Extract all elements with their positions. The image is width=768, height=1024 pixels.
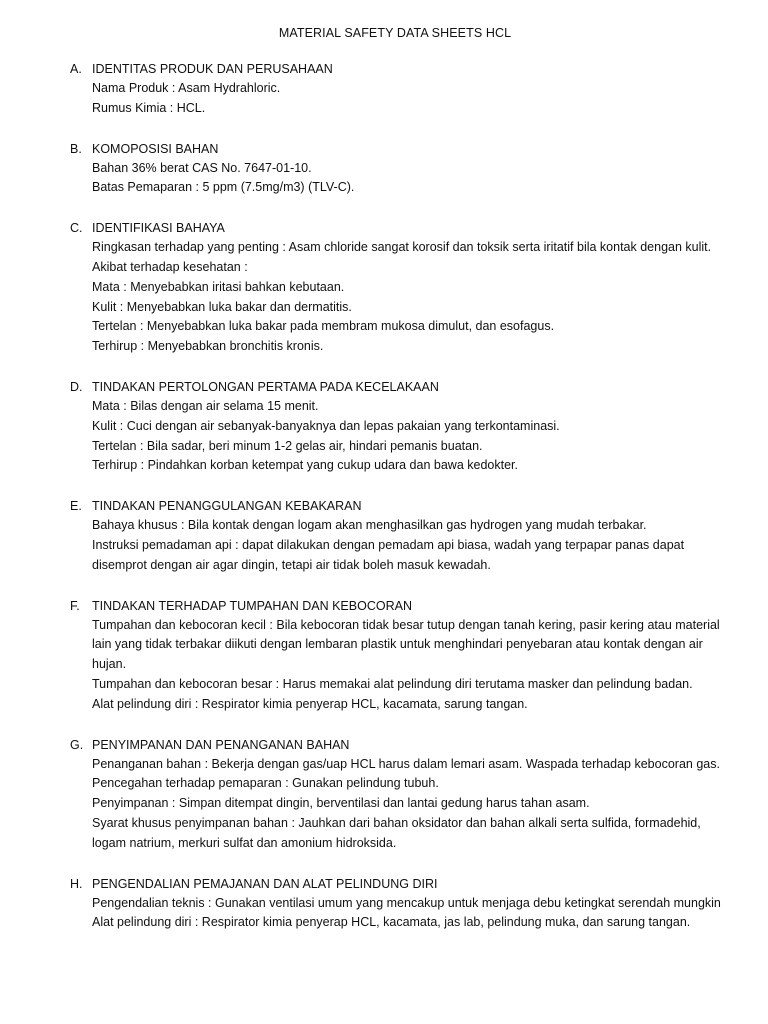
section-line: Ringkasan terhadap yang penting : Asam chloride sangat korosif dan toksik serta iritatif bila kontak dengan kulit.: [92, 240, 712, 255]
section-line: Tumpahan dan kebocoran kecil : Bila kebocoran tidak besar tutup dengan tanah kering, pasir kering atau material: [92, 617, 720, 632]
section-line: Mata : Menyebabkan iritasi bahkan kebutaan.: [92, 279, 345, 294]
section-e-kebakaran: [0, 496, 768, 575]
section-h-pengendalian: [0, 874, 768, 934]
section-line: Akibat terhadap kesehatan :: [92, 259, 248, 274]
section-line: Pencegahan terhadap pemaparan : Gunakan pelindung tubuh.: [92, 776, 439, 791]
section-line: Syarat khusus penyimpanan bahan : Jauhkan dari bahan oksidator dan bahan alkali serta sulfida, formadehid,: [92, 815, 701, 830]
section-line: Alat pelindung diri : Respirator kimia penyerap HCL, kacamata, jas lab, pelindung muka, dan sarung tangan.: [92, 915, 691, 930]
section-line: Tumpahan dan kebocoran besar : Harus memakai alat pelindung diri terutama masker dan pelindung badan.: [92, 676, 693, 691]
section-line: Kulit : Menyebabkan luka bakar dan dermatitis.: [92, 299, 352, 314]
section-letter: D.: [70, 379, 83, 394]
section-heading: IDENTITAS PRODUK DAN PERUSAHAAN: [92, 62, 333, 76]
document-title: MATERIAL SAFETY DATA SHEETS HCL: [278, 26, 512, 40]
section-g-penyimpanan: [0, 735, 768, 854]
section-line: logam natrium, merkuri sulfat dan amonium hidroksida.: [92, 835, 397, 850]
section-line: Penyimpanan : Simpan ditempat dingin, berventilasi dan lantai gedung harus tahan asam.: [92, 796, 590, 811]
section-line: hujan.: [92, 657, 127, 672]
section-f-tumpahan: [0, 596, 768, 715]
section-line: Alat pelindung diri : Respirator kimia penyerap HCL, kacamata, sarung tangan.: [92, 696, 528, 711]
section-heading: PENGENDALIAN PEMAJANAN DAN ALAT PELINDUNG DIRI: [92, 876, 438, 891]
section-letter: B.: [70, 141, 82, 156]
section-line: Terhirup : Pindahkan korban ketempat yang cukup udara dan bawa kedokter.: [92, 458, 518, 473]
section-letter: A.: [70, 62, 82, 76]
section-line: Mata : Bilas dengan air selama 15 menit.: [92, 398, 319, 413]
section-line: disemprot dengan air agar dingin, tetapi air tidak boleh masuk kewadah.: [92, 557, 491, 572]
section-line: Pengendalian teknis : Gunakan ventilasi umum yang mencakup untuk menjaga debu ketingkat serendah mungkin: [92, 895, 721, 910]
section-heading: IDENTIFIKASI BAHAYA: [92, 221, 225, 236]
section-heading: TINDAKAN TERHADAP TUMPAHAN DAN KEBOCORAN: [92, 598, 412, 613]
section-heading: TINDAKAN PENANGGULANGAN KEBAKARAN: [92, 499, 362, 514]
section-a-identitas: [0, 59, 768, 119]
section-heading: PENYIMPANAN DAN PENANGANAN BAHAN: [92, 737, 350, 752]
section-c-bahaya: [0, 218, 768, 357]
section-letter: E.: [70, 499, 82, 514]
section-line: Batas Pemaparan : 5 ppm (7.5mg/m3) (TLV-C).: [92, 180, 355, 195]
section-line: Penanganan bahan : Bekerja dengan gas/uap HCL harus dalam lemari asam. Waspada terhadap kebocoran gas.: [92, 756, 720, 771]
section-letter: G.: [70, 737, 84, 752]
section-letter: H.: [70, 876, 83, 891]
section-line: Rumus Kimia : HCL.: [92, 100, 206, 115]
section-line: Kulit : Cuci dengan air sebanyak-banyaknya dan lepas pakaian yang terkontaminasi.: [92, 418, 560, 433]
section-line: Bahaya khusus : Bila kontak dengan logam akan menghasilkan gas hydrogen yang mudah terbakar.: [92, 518, 647, 533]
section-line: Bahan 36% berat CAS No. 7647-01-10.: [92, 160, 312, 175]
section-line: Instruksi pemadaman api : dapat dilakukan dengan pemadam api biasa, wadah yang terpapar panas dapat: [92, 537, 685, 552]
section-d-pertolongan: [0, 377, 768, 476]
section-line: Terhirup : Menyebabkan bronchitis kronis.: [92, 339, 324, 354]
section-line: Tertelan : Bila sadar, beri minum 1-2 gelas air, hindari pemanis buatan.: [92, 438, 483, 453]
section-line: Tertelan : Menyebabkan luka bakar pada membram mukosa dimulut, dan esofagus.: [92, 319, 555, 334]
section-heading: TINDAKAN PERTOLONGAN PERTAMA PADA KECELAKAAN: [92, 379, 439, 394]
document-sections: [0, 59, 768, 953]
section-b-komposisi: [0, 139, 768, 199]
section-letter: F.: [70, 598, 80, 613]
section-letter: C.: [70, 221, 83, 236]
section-line: Nama Produk : Asam Hydrahloric.: [92, 81, 281, 95]
section-heading: KOMOPOSISI BAHAN: [92, 141, 219, 156]
section-line: lain yang tidak terbakar diikuti dengan lembaran plastik untuk menghindari penyebaran atau kontak dengan air: [92, 637, 703, 652]
